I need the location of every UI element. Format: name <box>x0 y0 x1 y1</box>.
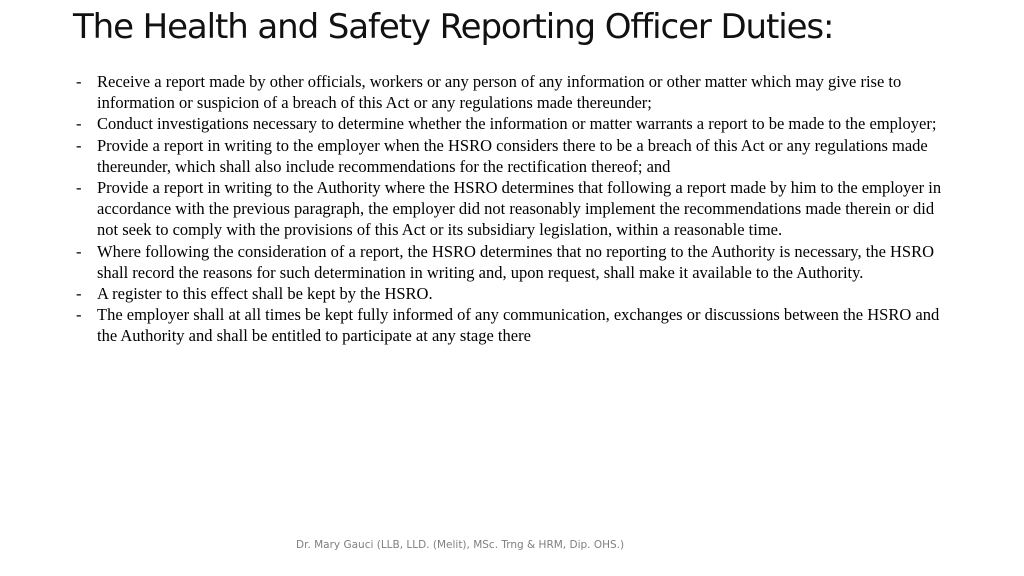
list-item <box>76 135 956 177</box>
bullet-dash: - <box>76 135 82 155</box>
bullet-dash: - <box>76 305 82 325</box>
bullet-dash: - <box>76 284 82 304</box>
bullet-text: Conduct investigations necessary to determine whether the information or matter warrants a report to be made to the employer; <box>97 114 937 134</box>
footer-credit: Dr. Mary Gauci (LLB, LLD. (Melit), MSc. Trng & HRM, Dip. OHS.) <box>296 539 625 551</box>
bullet-text: Where following the consideration of a report, the HSRO determines that no reporting to the Authority is necessary, the HSRO shall record the reasons for such determination in writing and, upon request, shall make it available to the Authority. <box>97 241 935 282</box>
list-item <box>76 177 956 241</box>
slide-title: The Health and Safety Reporting Officer Duties: <box>73 7 834 47</box>
bullet-dash: - <box>76 72 82 91</box>
bullet-dash: - <box>76 114 82 134</box>
list-item <box>76 113 956 134</box>
bullet-text: The employer shall at all times be kept fully informed of any communication, exchanges or discussions between the HSRO and the Authority and shall be entitled to participate at any stage there <box>97 305 940 346</box>
bullet-text: Receive a report made by other officials, workers or any person of any information or other matter which may give rise to information or suspicion of a breach of this Act or any regulations made thereunder; <box>97 72 902 113</box>
list-item <box>76 71 956 113</box>
bullet-dash: - <box>76 241 82 261</box>
bullet-text: A register to this effect shall be kept by the HSRO. <box>97 284 433 304</box>
duties-list <box>76 71 956 347</box>
list-item <box>76 304 956 346</box>
list-item <box>76 283 956 304</box>
bullet-text: Provide a report in writing to the employer when the HSRO considers there to be a breach of this Act or any regulations made thereunder, which shall also include recommendations for the rectification thereof; and <box>97 135 928 176</box>
bullet-text: Provide a report in writing to the Authority where the HSRO determines that following a report made by him to the employer in accordance with the previous paragraph, the employer did not reasonably implement the recommendations made therein or did not seek to comply with the provisions of this Act or its subsidiary legislation, within a reasonable time. <box>97 178 942 240</box>
list-item <box>76 241 956 283</box>
bullet-dash: - <box>76 178 82 198</box>
